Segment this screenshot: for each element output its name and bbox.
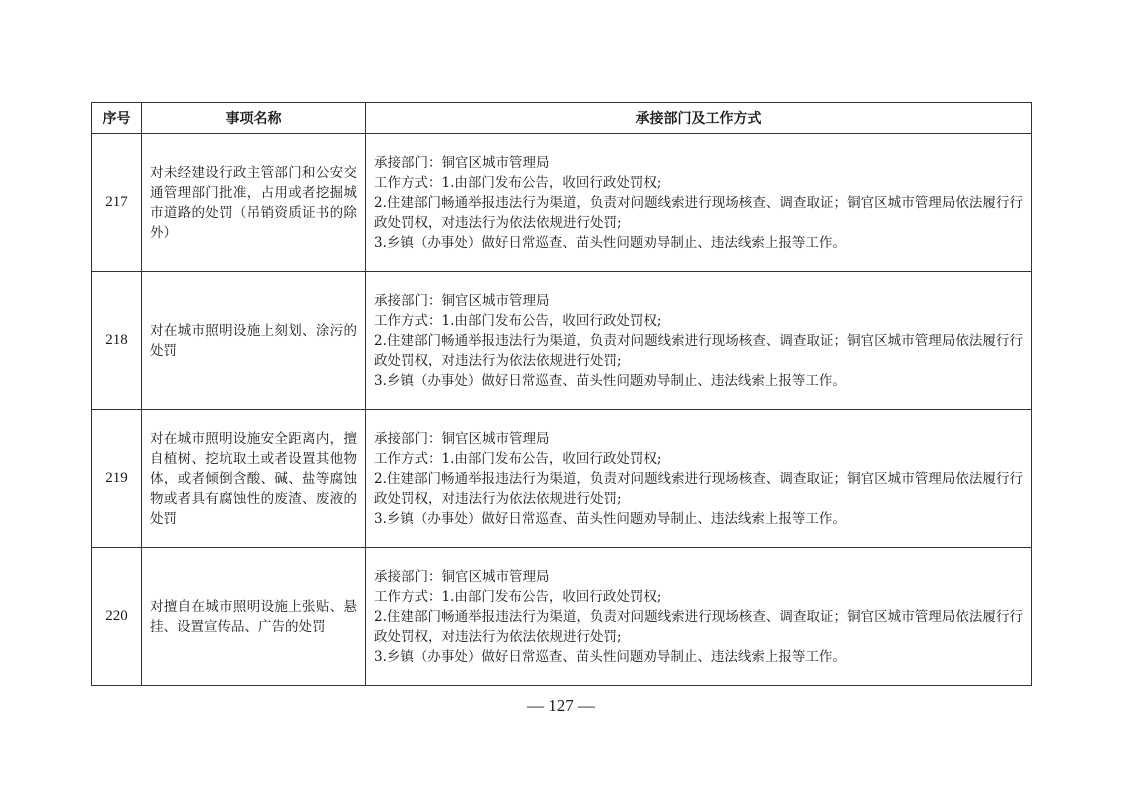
row-number: 220 [92, 548, 142, 686]
row-department-method [366, 134, 1032, 272]
table-row [92, 410, 1032, 548]
step-three-text: 3.乡镇（办事处）做好日常巡查、苗头性问题劝导制止、违法线索上报等工作。 [374, 510, 846, 527]
step-three-text: 3.乡镇（办事处）做好日常巡查、苗头性问题劝导制止、违法线索上报等工作。 [374, 234, 846, 251]
row-number: 219 [92, 410, 142, 548]
method-line: 工作方式：1.由部门发布公告，收回行政处罚权; [374, 174, 662, 191]
step-two-text: 2.住建部门畅通举报违法行为渠道，负责对问题线索进行现场核查、调查取证；铜官区城市管理局依法履行行政处罚权，对违法行为依法依规进行处罚; [374, 608, 1023, 645]
document-table-container [91, 102, 1031, 686]
row-item-name: 对在城市照明设施上刻划、涂污的处罚 [142, 272, 366, 410]
row-department-method [366, 272, 1032, 410]
method-line: 工作方式：1.由部门发布公告，收回行政处罚权; [374, 588, 662, 605]
department-line: 承接部门：铜官区城市管理局 [374, 292, 550, 309]
method-line: 工作方式：1.由部门发布公告，收回行政处罚权; [374, 450, 662, 467]
row-item-name: 对未经建设行政主管部门和公安交通管理部门批准，占用或者挖掘城市道路的处罚（吊销资质证书的除外） [142, 134, 366, 272]
row-item-name: 对擅自在城市照明设施上张贴、悬挂、设置宣传品、广告的处罚 [142, 548, 366, 686]
step-three-text: 3.乡镇（办事处）做好日常巡查、苗头性问题劝导制止、违法线索上报等工作。 [374, 648, 846, 665]
header-department-method: 承接部门及工作方式 [366, 103, 1032, 134]
authority-table [91, 102, 1032, 686]
table-row [92, 272, 1032, 410]
method-line: 工作方式：1.由部门发布公告，收回行政处罚权; [374, 312, 662, 329]
row-number: 217 [92, 134, 142, 272]
row-department-method [366, 410, 1032, 548]
department-line: 承接部门：铜官区城市管理局 [374, 154, 550, 171]
step-three-text: 3.乡镇（办事处）做好日常巡查、苗头性问题劝导制止、违法线索上报等工作。 [374, 372, 846, 389]
row-number: 218 [92, 272, 142, 410]
page-number: — 127 — [527, 696, 595, 715]
header-item-name: 事项名称 [142, 103, 366, 134]
table-header-row [92, 103, 1032, 134]
step-two-text: 2.住建部门畅通举报违法行为渠道，负责对问题线索进行现场核查、调查取证；铜官区城市管理局依法履行行政处罚权，对违法行为依法依规进行处罚; [374, 194, 1023, 231]
row-item-name: 对在城市照明设施安全距离内，擅自植树、挖坑取土或者设置其他物体，或者倾倒含酸、碱、盐等腐蚀物或者具有腐蚀性的废渣、废液的处罚 [142, 410, 366, 548]
step-two-text: 2.住建部门畅通举报违法行为渠道，负责对问题线索进行现场核查、调查取证；铜官区城市管理局依法履行行政处罚权，对违法行为依法依规进行处罚; [374, 332, 1023, 369]
department-line: 承接部门：铜官区城市管理局 [374, 568, 550, 585]
header-serial-number: 序号 [92, 103, 142, 134]
department-line: 承接部门：铜官区城市管理局 [374, 430, 550, 447]
table-row [92, 548, 1032, 686]
step-two-text: 2.住建部门畅通举报违法行为渠道，负责对问题线索进行现场核查、调查取证；铜官区城市管理局依法履行行政处罚权，对违法行为依法依规进行处罚; [374, 470, 1023, 507]
table-row [92, 134, 1032, 272]
row-department-method [366, 548, 1032, 686]
